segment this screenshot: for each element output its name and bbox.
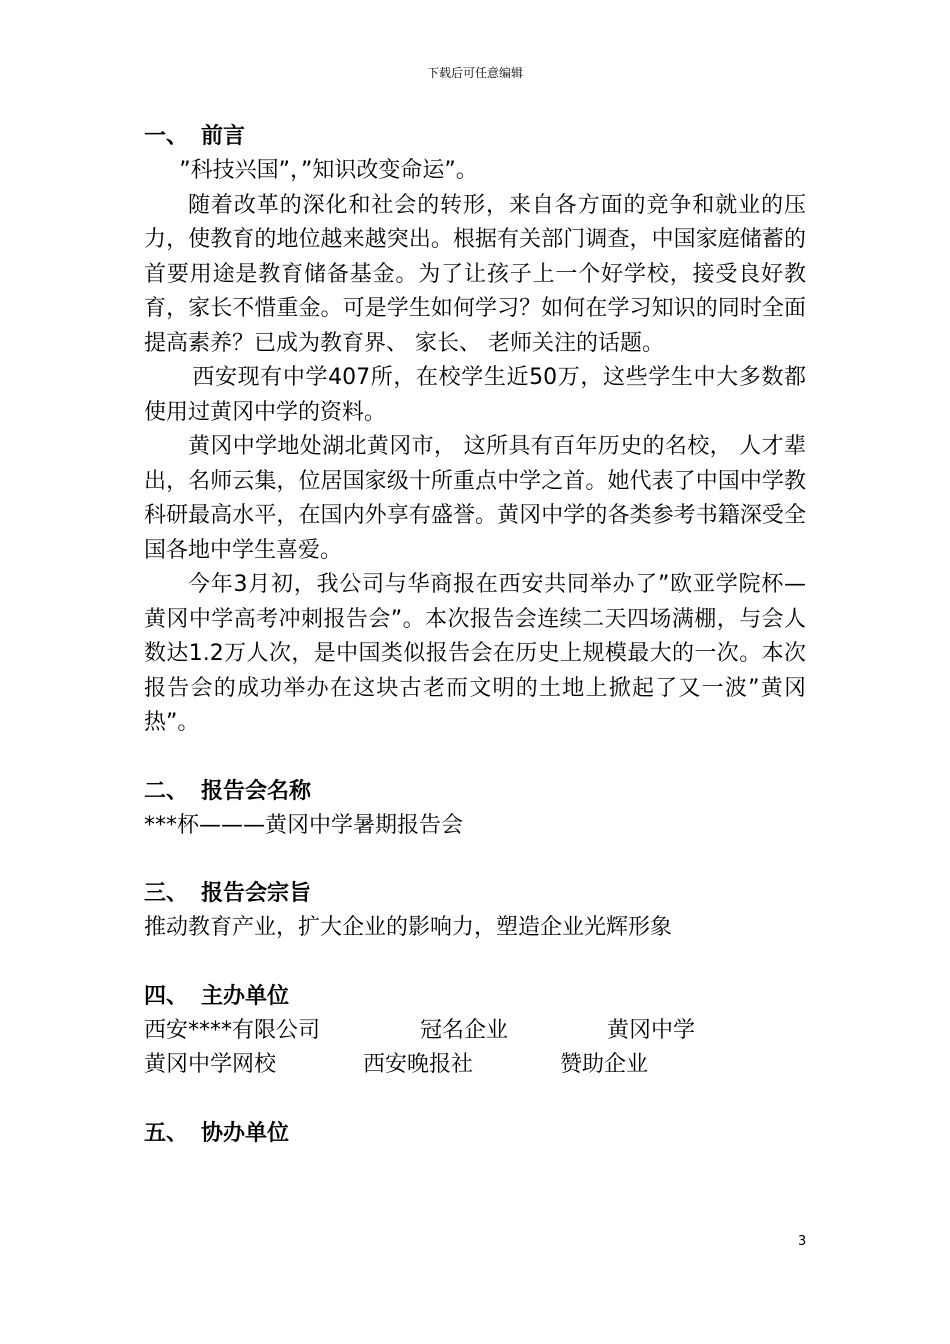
page-header: 下载后可任意编辑	[426, 66, 523, 80]
spacer	[144, 741, 806, 775]
organizer-row	[144, 1048, 806, 1083]
section-title: 报告会宗旨	[201, 881, 312, 906]
document-body	[144, 120, 806, 1151]
organizer-row	[144, 1014, 806, 1049]
section-number: 四、	[144, 983, 189, 1009]
organizer-item: 冠名企业	[420, 1017, 509, 1043]
organizer-item: 黄冈中学网校	[144, 1052, 277, 1077]
section-title: 主办单位	[201, 983, 290, 1009]
report-name-text: ***杯———黄冈中学暑期报告会	[144, 812, 464, 838]
paragraph: 黄冈中学地处湖北黄冈市， 这所具有百年历史的名校， 人才辈出，名师云集，位居国家级十所重点中学之首。她代表了中国中学教科研最高水平，在国内外享有盛誉。黄冈中学的各类参考书籍深受全国各地中学生喜爱。	[144, 434, 806, 563]
organizer-item: 西安****有限公司	[144, 1017, 321, 1043]
section-heading-organizers	[144, 980, 806, 1014]
organizer-item: 赞助企业	[560, 1052, 649, 1077]
section-heading-report-name	[144, 775, 806, 809]
paragraph-slogan: ”科技兴国”，”知识改变命运”。	[179, 158, 478, 183]
paragraph: 西安现有中学407所，在校学生近50万，这些学生中大多数都使用过黄冈中学的资料。	[144, 365, 806, 425]
page-number: 3	[798, 1234, 807, 1249]
organizer-item: 西安晚报社	[363, 1052, 474, 1077]
section-heading-purpose	[144, 877, 806, 911]
section-title: 前言	[201, 124, 246, 149]
section-heading-co-organizers	[144, 1117, 806, 1151]
purpose-text: 推动教育产业，扩大企业的影响力，塑造企业光辉形象	[144, 915, 673, 940]
section-number: 三、	[144, 881, 189, 906]
paragraph: 随着改革的深化和社会的转形，来自各方面的竞争和就业的压力，使教育的地位越来越突出。根据有关部门调查，中国家庭储蓄的首要用途是教育储备基金。为了让孩子上一个好学校，接受良好教育，家长不惜重金。可是学生如何学习？如何在学习知识的同时全面提高素养？已成为教育界、 家长、 老师关注的话题。	[144, 192, 806, 356]
spacer	[144, 1083, 806, 1117]
paragraph: 今年3月初，我公司与华商报在西安共同举办了”欧亚学院杯—黄冈中学高考冲刺报告会”。本次报告会连续二天四场满棚，与会人数达1.2万人次，是中国类似报告会在历史上规模最大的一次。本次报告会的成功举办在这块古老而文明的土地上掀起了又一波”黄冈热”。	[144, 572, 806, 735]
section-heading-preface	[144, 120, 806, 154]
section-title: 协办单位	[201, 1120, 290, 1146]
spacer	[144, 946, 806, 980]
spacer	[144, 843, 806, 877]
organizer-item: 黄冈中学	[607, 1017, 696, 1043]
section-title: 报告会名称	[201, 778, 312, 804]
section-number: 一、	[144, 124, 189, 149]
section-number: 五、	[144, 1120, 189, 1146]
section-number: 二、	[144, 778, 189, 804]
